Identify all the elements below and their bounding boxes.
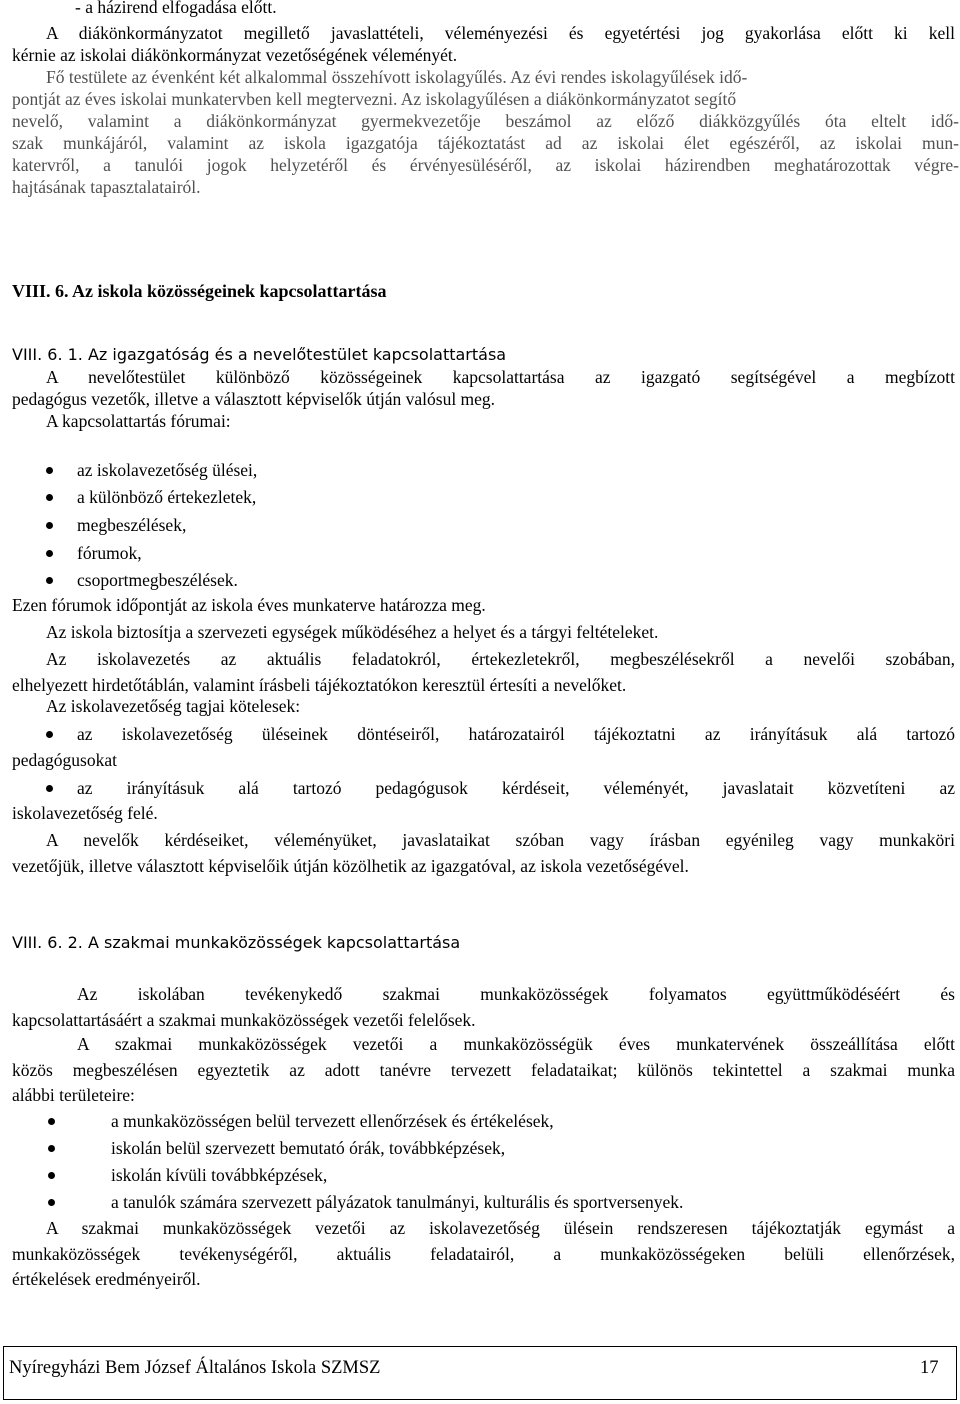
list-item: a különböző értekezletek, (77, 487, 257, 507)
list-item: megbeszélések, (77, 515, 187, 535)
list-item: fórumok, (77, 543, 142, 563)
paragraph-line: kérnie az iskolai diákönkormányzat vezetőségének véleményét. (12, 45, 458, 65)
paragraph-line: pedagógus vezetők, illetve a választott képviselők útján valósul meg. (12, 389, 496, 409)
list-item-continuation: pedagógusokat (12, 750, 117, 770)
footer-school-name: Nyíregyházi Bem József Általános Iskola SZMSZ (9, 1358, 381, 1378)
paragraph-line: elhelyezett hirdetőtáblán, valamint írásbeli tájékoztatókon keresztül értesíti a nevelőket. (12, 675, 627, 695)
paragraph-line: A nevelőtestület különböző közösségeinek kapcsolattartása az igazgató segítségével a megbízott (46, 367, 955, 387)
list-item: a munkaközösségen belül tervezett ellenőrzések és értékelések, (111, 1111, 554, 1131)
bullet-icon (48, 1118, 55, 1125)
list-item: az irányításuk alá tartozó pedagógusok kérdéseit, véleményét, javaslatait közvetíteni az (77, 778, 955, 798)
bullet-icon (48, 1199, 55, 1206)
list-item: iskolán belül szervezett bemutató órák, továbbképzések, (111, 1138, 506, 1158)
list-label: A kapcsolattartás fórumai: (46, 411, 231, 431)
subsection-title: VIII. 6. 2. A szakmai munkaközösségek kapcsolattartása (12, 933, 461, 952)
subsection-title: VIII. 6. 1. Az igazgatóság és a nevelőtestület kapcsolattartása (12, 345, 507, 364)
paragraph-line: közös megbeszélésen egyeztetik az adott tanévre tervezett feladataikat; különös tekintettel a szakmai munka (12, 1060, 955, 1080)
paragraph-line: Ezen fórumok időpontját az iskola éves munkaterve határozza meg. (12, 595, 486, 615)
list-item: az iskolavezetőség üléseinek döntéseiről, határozatairól tájékoztatni az irányításuk alá tartozó (77, 724, 955, 744)
bullet-icon (48, 1145, 55, 1152)
paragraph-line: Fő testülete az évenként két alkalommal összehívott iskolagyűlés. Az évi rendes iskolagyűlések idő- (46, 67, 748, 87)
paragraph-line: Az iskolában tevékenykedő szakmai munkaközösségek folyamatos együttműködéséért és (77, 984, 955, 1004)
dash-list-item: - a házirend elfogadása előtt. (75, 0, 277, 17)
paragraph-line: A diákönkormányzatot megillető javaslattételi, véleményezési és egyetértési jog gyakorlása előtt ki kell (46, 23, 955, 43)
bullet-icon (46, 494, 53, 501)
paragraph-line: értékelések eredményeiről. (12, 1269, 201, 1289)
paragraph-line: munkaközösségek tevékenységéről, aktuális feladatairól, a munkaközösségeken belüli ellenőrzések, (12, 1244, 955, 1264)
bullet-icon (46, 550, 53, 557)
paragraph-line: vezetőjük, illetve választott képviselőik útján közölhetik az igazgatóval, az iskola vezetőségével. (12, 856, 689, 876)
paragraph-line: Az iskola biztosítja a szervezeti egységek működéséhez a helyet és a tárgyi feltételeket. (46, 622, 659, 642)
paragraph-line: A szakmai munkaközösségek vezetői a munkaközösségük éves munkatervének összeállítása előtt (77, 1034, 955, 1054)
list-item-continuation: iskolavezetőség felé. (12, 803, 158, 823)
paragraph-line: szak munkájáról, valamint az iskola igazgatója tájékoztatást ad az iskolai élet egészéről, az iskolai mun- (12, 133, 959, 153)
bullet-icon (46, 785, 53, 792)
footer-page-number: 17 (920, 1358, 939, 1378)
bullet-icon (48, 1172, 55, 1179)
paragraph-line: Az iskolavezetés az aktuális feladatokról, értekezletekről, megbeszélésekről a nevelői szobában, (46, 649, 955, 669)
paragraph-line: alábbi területeire: (12, 1085, 135, 1105)
bullet-icon (46, 467, 53, 474)
paragraph-line: nevelő, valamint a diákönkormányzat gyermekvezetője beszámol az előző diákközgyűlés óta eltelt idő- (12, 111, 959, 131)
bullet-icon (46, 731, 53, 738)
list-item: a tanulók számára szervezett pályázatok tanulmányi, kulturális és sportversenyek. (111, 1192, 684, 1212)
bullet-icon (46, 522, 53, 529)
section-title: VIII. 6. Az iskola közösségeinek kapcsolattartása (12, 281, 387, 301)
paragraph-line: A nevelők kérdéseiket, véleményüket, javaslataikat szóban vagy írásban egyénileg vagy munkaköri (46, 830, 955, 850)
paragraph-line: pontját az éves iskolai munkatervben kell megtervezni. Az iskolagyűlésen a diákönkormányzatot segítő (12, 89, 737, 109)
list-item: csoportmegbeszélések. (77, 570, 238, 590)
list-item: iskolán kívüli továbbképzések, (111, 1165, 328, 1185)
paragraph-line: A szakmai munkaközösségek vezetői az iskolavezetőség ülésein rendszeresen tájékoztatják egymást a (46, 1218, 955, 1238)
paragraph-line: hajtásának tapasztalatairól. (12, 177, 201, 197)
bullet-icon (46, 577, 53, 584)
paragraph-line: katervről, a tanulói jogok helyzetéről és érvényesüléséről, az iskolai házirendben meghatározottak végre- (12, 155, 959, 175)
list-item: az iskolavezetőség ülései, (77, 460, 258, 480)
list-label: Az iskolavezetőség tagjai kötelesek: (46, 696, 301, 716)
paragraph-line: kapcsolattartásáért a szakmai munkaközösségek vezetői felelősek. (12, 1010, 476, 1030)
